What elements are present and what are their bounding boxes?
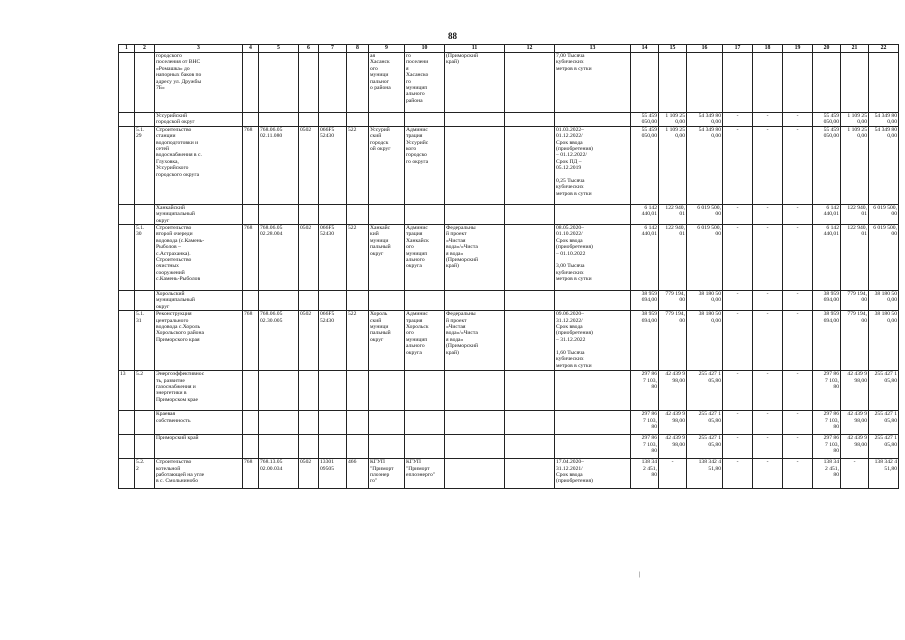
table-cell [405,435,445,459]
table-cell [505,291,555,311]
table-cell: 122 940, 01 [841,204,869,224]
column-header: 19 [783,45,813,53]
table-cell [135,291,155,311]
table-row [119,411,899,435]
table-cell: 09.06.2020– 31.12.2022/ Срок ввода (приобретения) – 31.12.2022 1,60 Тысяча кубических метров в сутки [555,311,631,371]
column-header: 6 [299,45,319,53]
table-cell [347,371,369,411]
table-cell: - [753,411,783,435]
table-cell: Хороль ский муници пальный округ [369,311,405,371]
table-cell: 0502 [299,225,319,291]
table-cell: 522 [347,225,369,291]
table-cell: 6 142 440,01 [813,204,841,224]
table-cell [319,291,347,311]
table-cell: 1 109 25 0,00 [841,126,869,204]
table-cell [347,204,369,224]
table-cell [505,459,555,489]
table-cell: 55 459 050,00 [631,126,659,204]
table-cell: 255 427 1 05,80 [687,411,723,435]
table-cell [259,291,299,311]
table-cell [369,204,405,224]
table-cell: 6 019 500, 00 [869,204,899,224]
table-cell: 138 34 2 451, 80 [813,459,841,489]
table-cell: 1 109 25 0,00 [659,113,687,127]
table-cell: - [783,126,813,204]
table-cell: Ханкайс кий муници пальный округ [369,225,405,291]
table-cell [505,411,555,435]
table-cell: - [753,113,783,127]
table-cell [119,113,135,127]
table-cell [135,411,155,435]
table-cell [869,53,899,113]
table-cell: - [783,113,813,127]
table-cell [369,371,405,411]
table-cell [505,53,555,113]
table-cell [299,53,319,113]
table-cell: Федеральны й проект «Чистая вода»/«Чиста я вода» (Приморский край) [445,225,505,291]
table-cell: 38 959 694,00 [631,291,659,311]
table-cell [119,291,135,311]
table-cell: 1 109 25 0,00 [841,113,869,127]
table-cell [135,53,155,113]
table-cell: 066F5 52430 [319,225,347,291]
table-cell: - [659,459,687,489]
table-cell: 55 459 050,00 [631,113,659,127]
table-cell [369,291,405,311]
table-cell: 6 142 440,01 [813,225,841,291]
table-cell: Федеральны й проект «Чистая вода»/«Чиста я вода» (Приморский край) [445,311,505,371]
table-cell: Админис трация Уссурийс кого городско го округа [405,126,445,204]
table-cell: 42 439 9 98,00 [659,371,687,411]
table-cell: - [723,126,753,204]
table-cell: 6 019 500, 00 [687,225,723,291]
table-cell: Реконструкция центрального водовода с.Хороль Хорольского района Приморского края [155,311,243,371]
table-cell [119,126,135,204]
table-body [119,53,899,489]
column-header: 4 [243,45,259,53]
table-cell: 297 86 7 103, 80 [813,435,841,459]
table-cell: 42 439 9 98,00 [659,411,687,435]
column-header: 1 [119,45,135,53]
table-cell [405,411,445,435]
table-cell: 55 459 050,00 [813,113,841,127]
table-cell: 0502 [299,459,319,489]
table-cell [299,291,319,311]
table-cell: 42 439 9 98,00 [841,435,869,459]
table-cell [405,113,445,127]
table-cell: 255 427 1 05,80 [869,371,899,411]
table-cell [555,371,631,411]
table-cell: 255 427 1 05,80 [869,435,899,459]
table-cell [259,411,299,435]
table-cell: 38 180 50 0,00 [687,291,723,311]
table-header-row [119,45,899,53]
table-cell: - [753,126,783,204]
table-cell: 522 [347,311,369,371]
table-cell [259,435,299,459]
table-row [119,459,899,489]
table-cell: - [783,204,813,224]
table-cell: Строительство второй очереди водовода (с.Камень- Рыболов – с.Астраханка). Строительство очистных сооружений с.Камень-Рыболов [155,225,243,291]
column-header: 2 [135,45,155,53]
table-cell: - [723,204,753,224]
table-cell [505,225,555,291]
table-cell: Админис трация Хорольск ого муницип ального округа [405,311,445,371]
table-cell: - [753,435,783,459]
table-cell: 768 [243,459,259,489]
table-cell: Строительство котельной работающей на угле в с. Смольнинобо [155,459,243,489]
table-cell: 42 439 9 98,00 [841,371,869,411]
table-cell: 768.13.05 02.00.034 [259,459,299,489]
table-cell: 255 427 1 05,80 [687,435,723,459]
table-cell [659,53,687,113]
table-cell [505,113,555,127]
table-cell [405,371,445,411]
table-cell: 38 959 694,00 [631,311,659,371]
table-cell [687,53,723,113]
table-cell: - [723,291,753,311]
table-cell [299,204,319,224]
table-cell [369,411,405,435]
table-cell [505,435,555,459]
table-cell: - [753,459,783,489]
table-cell: 779 194, 00 [841,291,869,311]
table-cell [505,311,555,371]
table-cell: 138 34 2 451, 80 [631,459,659,489]
column-header: 8 [347,45,369,53]
table-cell: 768.06.05 02.28.004 [259,225,299,291]
table-cell [119,225,135,291]
table-cell [347,291,369,311]
table-cell: 6 019 500, 00 [687,204,723,224]
table-cell: 5.1. 30 [135,225,155,291]
table-cell: 42 439 9 98,00 [841,411,869,435]
table-cell [319,113,347,127]
table-cell: 522 [347,126,369,204]
table-cell: - [753,204,783,224]
table-cell [555,411,631,435]
column-header: 9 [369,45,405,53]
table-cell: ая Хасанск ого муници пальног о района [369,53,405,113]
table-cell [555,435,631,459]
table-cell: 54 349 80 0,00 [869,126,899,204]
table-cell [319,435,347,459]
column-header: 18 [753,45,783,53]
table-cell: 7,00 Тысяча кубических метров в сутки [555,53,631,113]
table-cell: 122 940, 01 [659,204,687,224]
table-cell [347,435,369,459]
table-cell: - [783,311,813,371]
table-cell: 768 [243,225,259,291]
table-cell [259,113,299,127]
table-cell [555,113,631,127]
table-cell: 779 194, 00 [841,311,869,371]
table-cell: 08.05.2020– 01.10.2022/ Срок ввода (приобретения) – 01.10.2022 3,00 Тысяча кубических метров в сутки [555,225,631,291]
table-cell: 38 180 50 0,00 [869,291,899,311]
table-row [119,126,899,204]
table-cell: - [783,459,813,489]
column-header: 5 [259,45,299,53]
table-cell [299,113,319,127]
table-cell [259,53,299,113]
table-cell: 066F5 52430 [319,311,347,371]
table-cell: 42 439 9 98,00 [659,435,687,459]
table-cell: 0502 [299,311,319,371]
table-cell [135,435,155,459]
table-cell: городского поселения от ВНС «Ромашка» до напорных баков по адресу ул. Дружбы 7Б» [155,53,243,113]
table-cell: - [783,435,813,459]
table-cell [445,371,505,411]
table-cell [347,411,369,435]
column-header: 7 [319,45,347,53]
table-cell [243,204,259,224]
column-header: 21 [841,45,869,53]
table-cell: 768 [243,126,259,204]
budget-table [118,44,899,489]
table-cell: 297 86 7 103, 80 [813,411,841,435]
table-cell: - [723,411,753,435]
table-cell [723,53,753,113]
table-row [119,225,899,291]
table-cell: Приморский край [155,435,243,459]
table-cell: 297 86 7 103, 80 [813,371,841,411]
table-row [119,371,899,411]
stray-mark: | [639,572,641,578]
table-cell: 6 142 440,01 [631,204,659,224]
column-header: 22 [869,45,899,53]
table-cell: Админис трация Ханкайск ого муницип ального округа [405,225,445,291]
table-cell: Краевая собственность [155,411,243,435]
table-cell [119,435,135,459]
table-cell: 5.2. 2 [135,459,155,489]
column-header: 14 [631,45,659,53]
table-cell [119,204,135,224]
table-cell [135,113,155,127]
table-cell: 13301 09505 [319,459,347,489]
table-cell [243,53,259,113]
column-header: 12 [505,45,555,53]
table-cell: го поселени я Хасанско го муницип ального района [405,53,445,113]
table-cell [405,291,445,311]
table-cell [243,291,259,311]
table-cell [505,126,555,204]
table-cell: - [753,225,783,291]
table-cell: 0502 [299,126,319,204]
table-cell: - [723,225,753,291]
table-row [119,53,899,113]
column-header: 15 [659,45,687,53]
table-cell: 138 342 4 51,80 [687,459,723,489]
table-cell [369,435,405,459]
table-cell: 17.04.2020– 31.12.2021/ Срок ввода (приобретения) [555,459,631,489]
table-cell: - [723,459,753,489]
column-header: 16 [687,45,723,53]
table-cell [445,411,505,435]
table-cell [243,371,259,411]
table-cell [405,204,445,224]
table-cell [319,204,347,224]
table-cell: - [783,411,813,435]
table-cell [841,53,869,113]
table-cell: Энергоэффективнос ть, развитие газоснабжения и энергетики в Приморском крае [155,371,243,411]
table-cell [445,291,505,311]
table-cell [347,53,369,113]
column-header: 3 [155,45,243,53]
table-cell: - [753,311,783,371]
table-cell [119,53,135,113]
table-cell: 13 [119,371,135,411]
table-cell [119,311,135,371]
table-cell [445,113,505,127]
table-cell [505,204,555,224]
table-row [119,435,899,459]
table-cell: - [783,225,813,291]
table-cell: 54 349 80 0,00 [869,113,899,127]
table-cell: - [753,291,783,311]
table-cell: 138 342 4 51,80 [869,459,899,489]
table-cell: 38 180 50 0,00 [869,311,899,371]
table-cell [119,411,135,435]
table-cell: 01.03.2022– 01.12.2022/ Срок ввода (приобретения) – 01.12.2022/ Срок ПД – 05.12.2019 0,25 Тысяча кубических метров в сутки [555,126,631,204]
table-cell [631,53,659,113]
table-cell [319,371,347,411]
table-cell: Уссурийский городской округ [155,113,243,127]
table-cell: 38 959 694,00 [813,291,841,311]
column-header: 13 [555,45,631,53]
table-row [119,204,899,224]
table-cell [347,113,369,127]
table-cell [119,459,135,489]
table-cell [243,435,259,459]
table-cell: 297 86 7 103, 80 [631,435,659,459]
table-cell: - [723,113,753,127]
table-cell: 255 427 1 05,80 [869,411,899,435]
table-cell [505,371,555,411]
table-cell [243,113,259,127]
table-cell: - [783,371,813,411]
table-cell: 297 86 7 103, 80 [631,371,659,411]
table-cell: 779 194, 00 [659,291,687,311]
table-cell [259,204,299,224]
table-cell: Хорольский муниципальный округ [155,291,243,311]
table-cell [445,459,505,489]
table-cell: 779 194, 00 [659,311,687,371]
table-cell: (Приморский край) [445,53,505,113]
table-cell: 466 [347,459,369,489]
table-cell [259,371,299,411]
table-cell: 255 427 1 05,80 [687,371,723,411]
column-header: 11 [445,45,505,53]
table-cell: 6 142 440,01 [631,225,659,291]
table-cell: - [783,291,813,311]
table-cell [319,411,347,435]
column-header: 10 [405,45,445,53]
table-cell: Уссурий ский городск ой округ [369,126,405,204]
table-cell: 5.1. 29 [135,126,155,204]
page-number: 88 [448,31,457,41]
table-cell: 6 019 500, 00 [869,225,899,291]
table-cell: 54 349 80 0,00 [687,113,723,127]
column-header: 17 [723,45,753,53]
table-cell: 768.06.05 02.30.005 [259,311,299,371]
table-cell: 38 959 694,00 [813,311,841,371]
table-cell [369,113,405,127]
table-cell: - [753,371,783,411]
table-cell: - [723,435,753,459]
table-cell: 54 349 80 0,00 [687,126,723,204]
table-cell [555,204,631,224]
table-cell: 297 86 7 103, 80 [631,411,659,435]
table-row [119,291,899,311]
table-cell: 5.1. 31 [135,311,155,371]
table-cell: - [841,459,869,489]
table-cell: 122 940, 01 [841,225,869,291]
table-row [119,311,899,371]
table-cell [243,411,259,435]
table-cell: Строительство станции водоподготовки и сетей водоснабжения в с. Глуховка, Уссурийского городского округа [155,126,243,204]
table-cell: 768 [243,311,259,371]
table-cell: 5.2 [135,371,155,411]
table-cell [783,53,813,113]
column-header: 20 [813,45,841,53]
table-cell [445,435,505,459]
table-cell: КГУП "Приморт плоэнер го" [369,459,405,489]
table-cell: 066F5 52430 [319,126,347,204]
table-cell [135,204,155,224]
table-cell: 122 940, 01 [659,225,687,291]
table-cell [445,204,505,224]
table-cell: - [723,371,753,411]
table-cell [555,291,631,311]
table-cell: 1 109 25 0,00 [659,126,687,204]
table-cell [813,53,841,113]
table-cell: КГУП "Приморт еплоэнерго" [405,459,445,489]
table-cell [319,53,347,113]
table-cell: 55 459 050,00 [813,126,841,204]
table-cell: 38 180 50 0,00 [687,311,723,371]
table-cell [299,371,319,411]
table-cell [445,126,505,204]
table-cell: Ханкайский муниципальный округ [155,204,243,224]
table-row [119,113,899,127]
table-cell: - [723,311,753,371]
table-cell [753,53,783,113]
table-cell [299,411,319,435]
table-cell [299,435,319,459]
table-cell: 768.06.05 02.11.080 [259,126,299,204]
